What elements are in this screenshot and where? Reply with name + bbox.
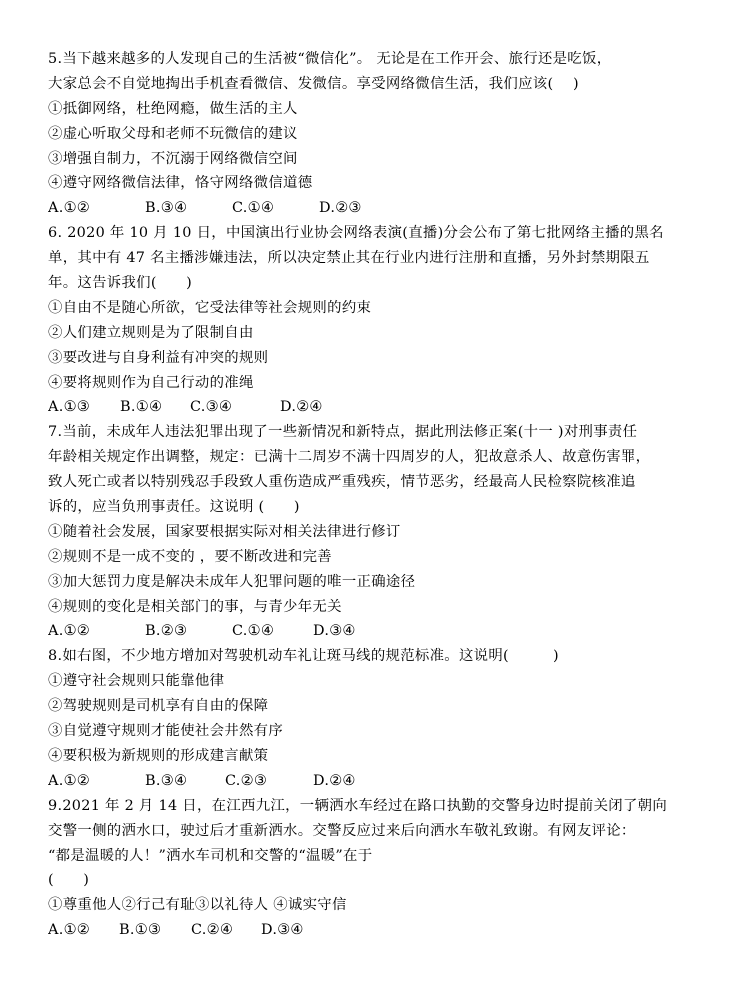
option-c: C.③④ <box>190 399 233 416</box>
option-c: C.①④ <box>232 623 275 640</box>
question-stem-line: “都是温暖的人！”洒水车司机和交警的“温暖”在于 <box>48 847 373 864</box>
question-9 <box>48 794 696 943</box>
statement: ③自觉遵守规则才能使社会井然有序 <box>48 723 284 740</box>
question-5 <box>48 47 696 221</box>
answer-options <box>48 769 696 794</box>
option-d: D.②④ <box>280 399 323 416</box>
option-a: A.①② <box>48 623 90 640</box>
statement: ②驾驶规则是司机享有自由的保障 <box>48 698 269 715</box>
answer-options <box>48 196 696 221</box>
statement: ①尊重他人②行己有耻③以礼待人 ④诚实守信 <box>48 897 347 914</box>
question-stem-line: 9.2021 年 2 月 14 日，在江西九江，一辆洒水车经过在路口执勤的交警身边时提前关闭了朝向 <box>48 797 668 814</box>
question-stem-line: 致人死亡或者以特别残忍手段致人重伤造成严重残疾，情节恶劣，经最高人民检察院核准追 <box>48 474 636 491</box>
statement: ②规则不是一成不变的 ，要不断改进和完善 <box>48 548 332 565</box>
question-stem-line: 年龄相关规定作出调整，规定：已满十二周岁不满十四周岁的人，犯故意杀人、故意伤害罪， <box>48 449 651 466</box>
statement: ①遵守社会规则只能靠他律 <box>48 673 225 690</box>
statement: ①抵御网络，杜绝网瘾，做生活的主人 <box>48 100 298 117</box>
exam-page <box>48 47 696 943</box>
statement: ②人们建立规则是为了限制自由 <box>48 324 254 341</box>
question-stem-line: 交警一侧的洒水口，驶过后才重新洒水。交警反应过来后向洒水车敬礼致谢。有网友评论： <box>48 822 636 839</box>
statement: ①随着社会发展，国家要根据实际对相关法律进行修订 <box>48 523 401 540</box>
statement: ④规则的变化是相关部门的事，与青少年无关 <box>48 598 342 615</box>
option-d: D.②④ <box>313 772 356 789</box>
option-c: C.①④ <box>232 200 275 217</box>
option-d: D.③④ <box>313 623 356 640</box>
answer-options <box>48 918 696 943</box>
statement: ④要将规则作为自己行动的准绳 <box>48 374 254 391</box>
statement: ④遵守网络微信法律，恪守网络微信道德 <box>48 175 313 192</box>
option-a: A.①② <box>48 772 90 789</box>
question-7 <box>48 420 696 644</box>
option-b: B.③④ <box>145 200 188 217</box>
statement: ③要改进与自身利益有冲突的规则 <box>48 349 269 366</box>
question-stem-line: 年。这告诉我们( ) <box>48 275 193 292</box>
option-b: B.①④ <box>120 399 163 416</box>
question-stem-line: 单，其中有 47 名主播涉嫌违法，所以决定禁止其在行业内进行注册和直播，另外封禁期限五 <box>48 250 650 267</box>
question-stem-line: 大家总会不自觉地掏出手机查看微信、发微信。享受网络微信生活，我们应该( ) <box>48 75 579 92</box>
option-d: D.③④ <box>261 922 304 939</box>
option-c: C.②③ <box>225 772 268 789</box>
option-d: D.②③ <box>319 200 362 217</box>
question-stem-line: 7.当前，未成年人违法犯罪出现了一些新情况和新特点，据此刑法修正案(十一 )对刑事责任 <box>48 424 638 441</box>
question-stem-line: 诉的，应当负刑事责任。这说明 ( ) <box>48 499 300 516</box>
question-6 <box>48 221 696 420</box>
option-b: B.②③ <box>145 623 188 640</box>
answer-options <box>48 395 696 420</box>
statement: ②虚心听取父母和老师不玩微信的建议 <box>48 125 298 142</box>
option-a: A.①③ <box>48 399 90 416</box>
option-a: A.①② <box>48 200 90 217</box>
question-stem-line: 8.如右图，不少地方增加对驾驶机动车礼让斑马线的规范标准。这说明( ) <box>48 648 559 665</box>
option-c: C.②④ <box>191 922 234 939</box>
statement: ①自由不是随心所欲，它受法律等社会规则的约束 <box>48 299 372 316</box>
question-stem-line: 5.当下越来越多的人发现自己的生活被“微信化”。 无论是在工作开会、旅行还是吃饭， <box>48 51 612 67</box>
option-b: B.①③ <box>119 922 162 939</box>
question-stem-line: 6. 2020 年 10 月 10 日，中国演出行业协会网络表演(直播)分会公布了第七批网络主播的黑名 <box>48 225 664 242</box>
statement: ④要积极为新规则的形成建言献策 <box>48 747 269 764</box>
question-stem-line: ( ) <box>48 872 90 889</box>
option-b: B.③④ <box>145 772 188 789</box>
statement: ③增强自制力，不沉溺于网络微信空间 <box>48 150 298 167</box>
answer-options <box>48 619 696 644</box>
question-8 <box>48 644 696 793</box>
option-a: A.①② <box>48 922 90 939</box>
statement: ③加大惩罚力度是解决未成年人犯罪问题的唯一正确途径 <box>48 573 416 590</box>
